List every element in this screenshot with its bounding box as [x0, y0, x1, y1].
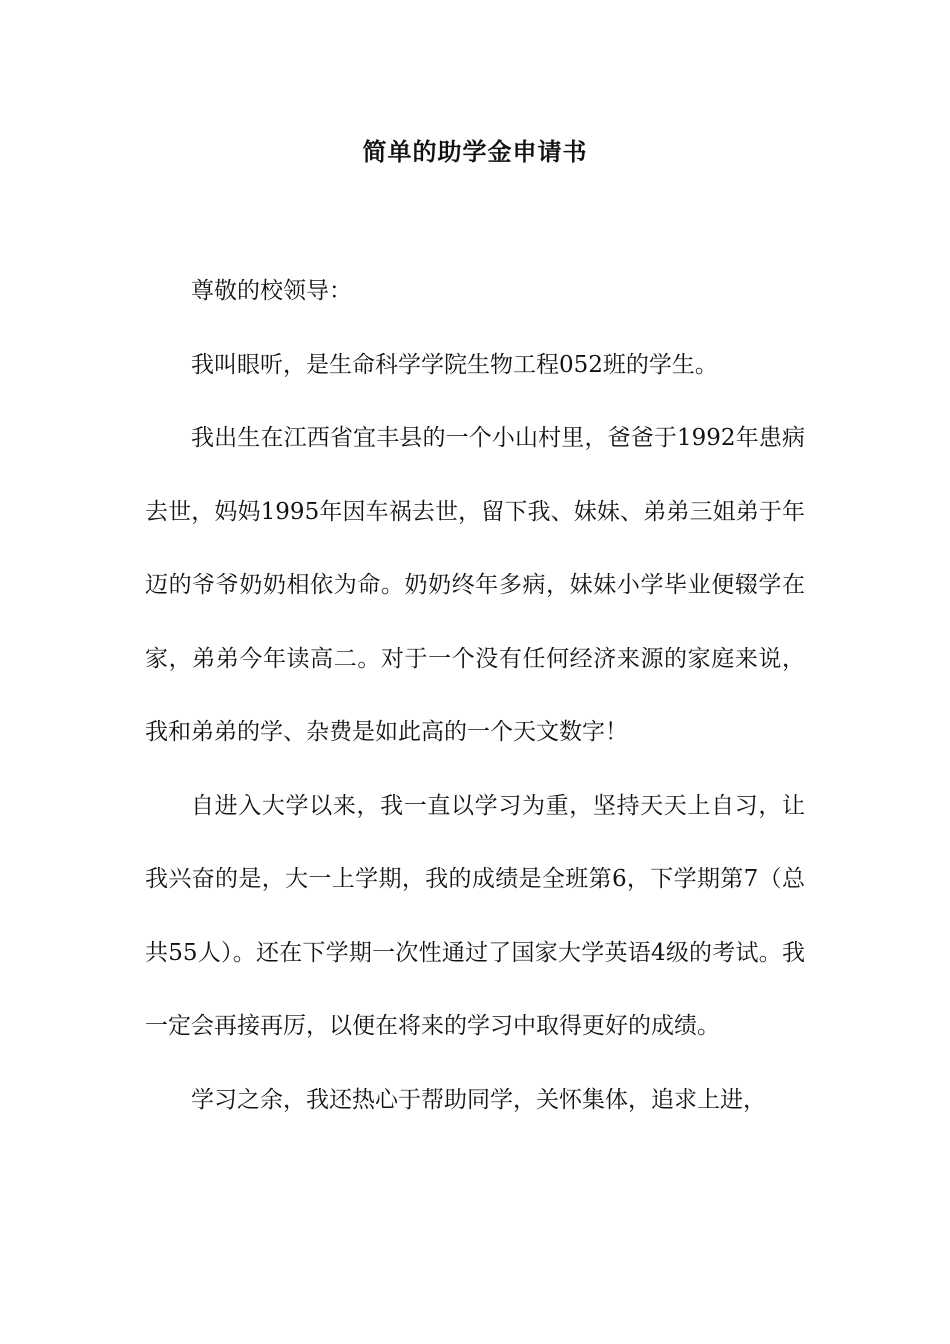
paragraph-academic-performance: 自进入大学以来，我一直以学习为重，坚持天天上自习，让我兴奋的是，大一上学期，我的成绩是全班第6，下学期第7（总共55人）。还在下学期一次性通过了国家大学英语4级的考试。我一定会再接再厉，以便在将来的学习中取得更好的成绩。 — [145, 792, 805, 1039]
paragraph-extracurricular: 学习之余，我还热心于帮助同学，关怀集体，追求上进， — [191, 1086, 766, 1113]
paragraph-family-background: 我出生在江西省宜丰县的一个小山村里，爸爸于1992年患病去世，妈妈1995年因车祸去世，留下我、妹妹、弟弟三姐弟于年迈的爷爷奶奶相依为命。奶奶终年多病，妹妹小学毕业便辍学在家，弟弟今年读高二。对于一个没有任何经济来源的家庭来说，我和弟弟的学、杂费是如此高的一个天文数字！ — [145, 425, 805, 745]
salutation: 尊敬的校领导： — [191, 278, 352, 304]
document-title: 简单的助学金申请书 — [362, 137, 588, 166]
paragraph-introduction: 我叫眼听，是生命科学学院生物工程052班的学生。 — [191, 351, 718, 378]
document-body — [145, 255, 805, 1137]
